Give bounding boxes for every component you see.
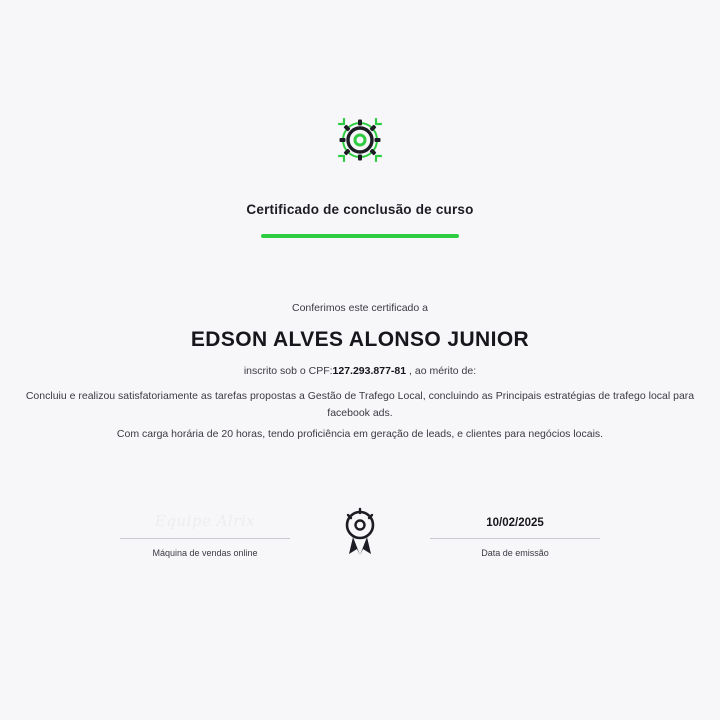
cpf-suffix-label: , ao mérito de: [409,365,477,377]
recipient-name: EDSON ALVES ALONSO JUNIOR [190,328,530,351]
page-title: Certificado de conclusão de curso [246,202,474,217]
signature-mark: Equipe Alrix [154,512,256,530]
issue-date-value: 10/02/2025 [486,517,544,529]
intro-text: Conferimos este certificado a [292,302,428,314]
signature-caption: Máquina de vendas online [152,548,258,558]
title-underline-rule [261,234,459,238]
cpf-value: 127.293.877-81 [332,365,407,377]
issue-date-divider [430,538,600,539]
certificate-footer [0,498,720,578]
gear-target-icon [332,112,388,168]
cpf-line [244,365,476,377]
signature-block [120,498,290,558]
award-medal-icon [337,504,383,560]
description-line-2: Com carga horária de 20 horas, tendo proficiência em geração de leads, e clientes para negócios locais. [116,428,604,440]
issue-date-caption: Data de emissão [481,548,549,558]
issue-date-block [430,498,600,558]
cpf-prefix-label: inscrito sob o CPF: [243,365,333,377]
description-line-1: Concluiu e realizou satisfatoriamente as tarefas propostas a Gestão de Trafego Local, concluindo as Principais estratégias de trafego local para facebook ads. [25,390,695,419]
signature-divider [120,538,290,539]
